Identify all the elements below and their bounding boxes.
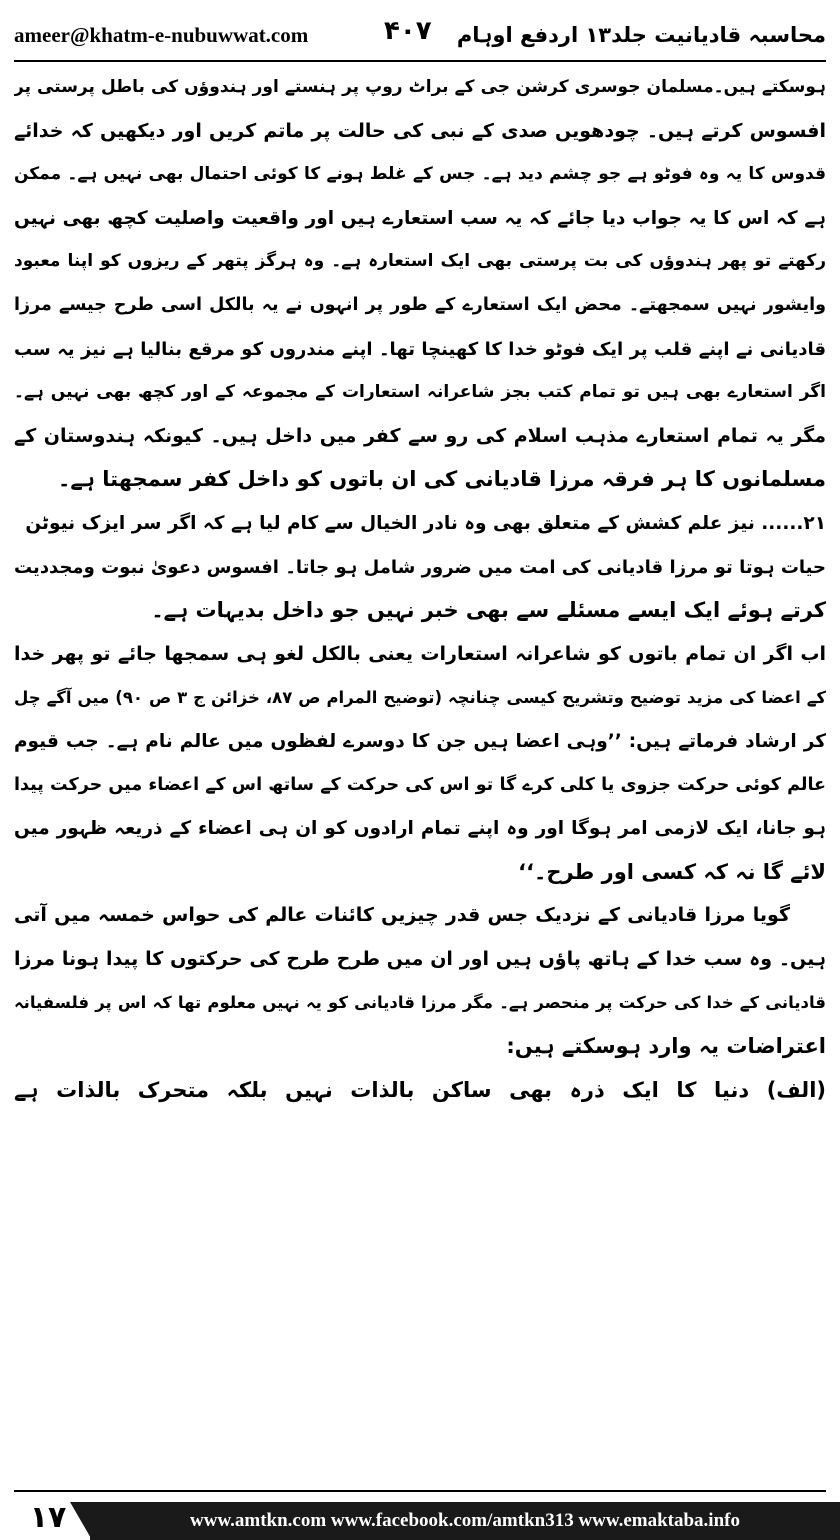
page-header: [14, 14, 826, 56]
text-line: کے اعضا کی مزید توضیح وتشریح کیسی چنانچہ (توضیح المرام ص ۸۷، خزائن ج ۳ ص ۹۰) میں آگے چل: [14, 688, 826, 708]
text-line: اب اگر ان تمام باتوں کو شاعرانہ استعارات یعنی بالکل لغو ہی سمجھا جائے تو پھر خدا: [14, 642, 826, 665]
text-line: رکھتے تو پھر ہندوؤں کی بت پرستی بھی ایک استعارہ ہے۔ وہ ہرگز پتھر کے ریزوں کو اپنا معبود: [14, 251, 826, 272]
text-line: ہے کہ اس کا یہ جواب دیا جائے کہ یہ سب استعارے ہیں اور واقعیت واصلیت کچھ بھی نہیں: [14, 207, 826, 229]
text-line: کر ارشاد فرماتے ہیں: ’’وہی اعضا ہیں جن کا دوسرے لفظوں میں عالم نام ہے۔ جب قیوم: [14, 730, 826, 752]
text-line: ۲۱...... نیز علم کشش کے متعلق بھی وہ نادر الخیال سے کام لیا ہے کہ اگر سر ایزک نیوٹن: [25, 512, 826, 534]
text-line: حیات ہوتا تو مرزا قادیانی کی امت میں ضرور شامل ہو جاتا۔ افسوس دعویٰ نبوت ومجددیت: [14, 556, 826, 578]
text-line: لائے گا نہ کہ کسی اور طرح۔‘‘: [518, 859, 826, 884]
text-line: قادیانی کے خدا کی حرکت پر منحصر ہے۔ مگر مرزا قادیانی کو یہ نہیں معلوم تھا کہ اس پر فلسفیانہ: [14, 993, 826, 1013]
text-line: گویا مرزا قادیانی کے نزدیک جس قدر چیزیں کائنات عالم کی حواس خمسہ میں آتی: [14, 904, 790, 927]
text-line: مسلمانوں کا ہر فرقہ مرزا قادیانی کی ان باتوں کو داخل کفر سمجھتا ہے۔: [58, 467, 826, 492]
text-line: عالم کوئی حرکت جزوی یا کلی کرے گا تو اس کی حرکت کے ساتھ اس کے اعضاء میں حرکت پیدا: [14, 774, 826, 795]
text-line: اگر استعارے بھی ہیں تو تمام کتب بجز شاعرانہ استعارات کے مجموعہ کے اور کچھ بھی نہیں ہے۔: [14, 382, 826, 403]
text-line: ہو جانا، ایک لازمی امر ہوگا اور وہ اپنے تمام ارادوں کو ان ہی اعضاء کے ذریعہ ظہور میں: [14, 818, 826, 840]
text-line: قادیانی نے اپنے قلب پر ایک فوٹو خدا کا کھینچا تھا۔ اپنے مندروں کو مرقع بنالیا ہے نیز یہ سب: [14, 338, 826, 360]
footer-rule: [14, 1490, 826, 1492]
text-line: ہوسکتے ہیں۔مسلمان جوسری کرشن جی کے براٹ روپ پر ہنستے اور ہندوؤں کی باطل پرستی پر: [14, 77, 826, 97]
page-body: [14, 66, 826, 1112]
text-line: اعتراضات یہ وارد ہوسکتے ہیں:: [506, 1034, 826, 1059]
header-book-title: محاسبہ قادیانیت جلد۱۳ اردفع اوہام: [456, 23, 826, 47]
text-line: ہیں۔ وہ سب خدا کے ہاتھ پاؤں ہیں اور ان میں طرح طرح کی حرکتوں کا پیدا ہونا مرزا: [14, 947, 826, 970]
text-line: وایشور نہیں سمجھتے۔ محض ایک استعارے کے طور پر انہوں نے یہ بالکل اسی طرح جیسے مرزا: [14, 294, 826, 315]
text-line: قدوس کا یہ وہ فوٹو ہے جو چشم دید ہے۔ جس کے غلط ہونے کا کوئی احتمال بھی نہیں ہے۔ ممکن: [14, 164, 826, 185]
text-line: کرتے ہوئے ایک ایسے مسئلے سے بھی خبر نہیں جو داخل بدیہات ہے۔: [151, 598, 826, 623]
footer-links: www.amtkn.com www.facebook.com/amtkn313 www.emaktaba.info: [190, 1510, 740, 1531]
header-rule: [14, 60, 826, 62]
header-email: ameer@khatm-e-nubuwwat.com: [14, 22, 309, 47]
header-page-number: ۴۰۷: [384, 16, 432, 46]
page-footer: [0, 1496, 840, 1540]
footer-sheet-number: ۱۷: [29, 1500, 67, 1535]
text-line: (الف) دنیا کا ایک ذرہ بھی ساکن بالذات نہیں بلکہ متحرک بالذات ہے: [14, 1077, 826, 1102]
text-line: افسوس کرتے ہیں۔ چودھویں صدی کے نبی کی حالت پر ماتم کریں اور دیکھیں کہ خدائے: [14, 119, 826, 142]
text-line: مگر یہ تمام استعارے مذہب اسلام کی رو سے کفر میں داخل ہیں۔ کیونکہ ہندوستان کے: [14, 424, 826, 447]
